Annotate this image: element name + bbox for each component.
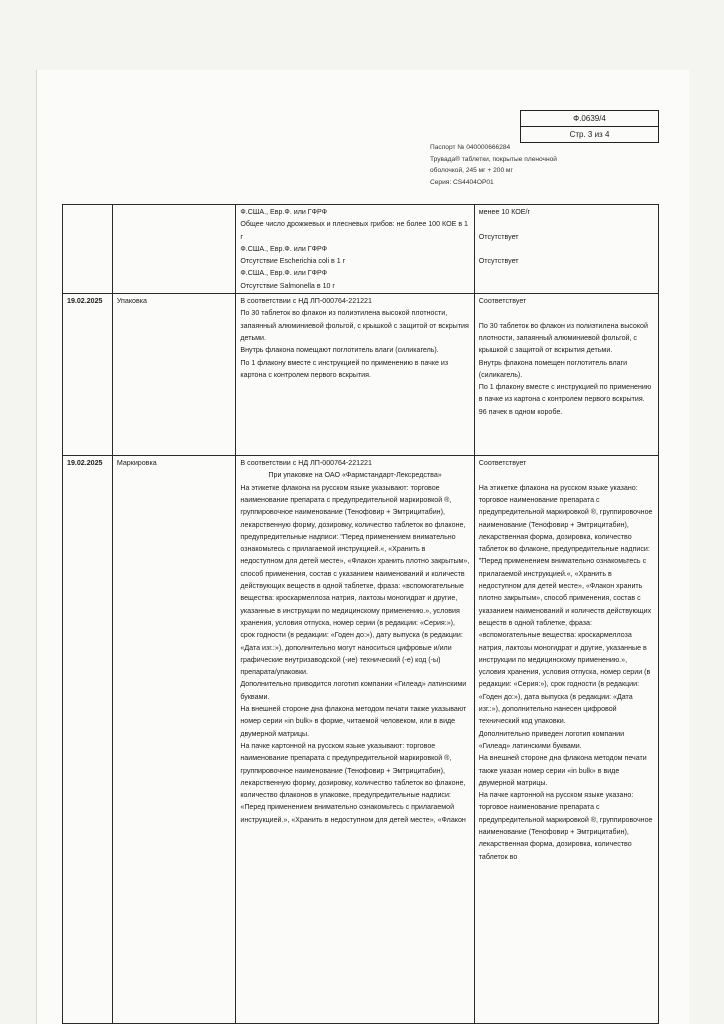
form-code-box bbox=[520, 110, 659, 143]
result-line: На внешней стороне дна флакона методом печати также указан номер серии «in bulk» в виде двумерной матрицы. bbox=[478, 754, 647, 787]
spec-cell bbox=[236, 456, 474, 1024]
test-results-table bbox=[62, 204, 659, 1024]
spec-line: Ф.США., Евр.Ф. или ГФРФ bbox=[240, 269, 328, 278]
spec-line: Общее число дрожжевых и плесневых грибов: не более 100 КОЕ в 1 г bbox=[240, 220, 469, 241]
table-row bbox=[63, 205, 659, 294]
result-line: Соответствует bbox=[478, 297, 527, 306]
date-cell: 19.02.2025 bbox=[63, 456, 113, 1024]
spec-line: В соответствии с НД ЛП-000764-221221 bbox=[240, 297, 372, 306]
result-gap bbox=[479, 243, 654, 255]
spec-line: На пачке картонной на русском языке указывают: торговое наименование препарата с предупредительной маркировкой ®, группировочное наименование (Тенофовир + Эмтрицитабин), лекарственную форму, дозировку, количество таблеток во флаконе, количество флаконов в упаковке, предупредительные надписи: «Перед применением внимательно ознакомьтесь с прилагаемой инструкцией.», «Хранить в недоступном для детей месте», «Флакон bbox=[240, 741, 466, 824]
result-gap bbox=[479, 307, 654, 319]
result-line: На пачке картонной на русском языке указано: торговое наименование препарата с предупредительной маркировкой ®, группировочное наименование (Тенофовир + Эмтрицитабин), лекарственная форма, дозировка, количество таблеток во bbox=[478, 791, 653, 861]
product-name-line1: Трувада® таблетки, покрытые пленочной bbox=[430, 155, 557, 163]
date-cell bbox=[63, 205, 113, 294]
result-cell bbox=[474, 205, 658, 294]
result-line: Соответствует bbox=[478, 459, 527, 468]
spec-line: На внешней стороне дна флакона методом печати также указывают номер серии «in bulk» в форме, читаемой человеком, или в виде двумерной матрицы. bbox=[240, 705, 467, 738]
spec-line: На этикетке флакона на русском языке указывают: торговое наименование препарата с предупредительной маркировкой ®, группировочное наименование (Тенофовир + Эмтрицитабин), лекарственную форму, дозировку, количество таблеток во флаконе, предупредительные надписи: "Перед применением внимательно ознакомьтесь с прилагаемой инструкцией.«, «Хранить в недоступном для детей месте», «Флакон хранить плотно закрытым», способ применения, состав с указанием наименований и количеств действующих веществ в одной таблетке, фраза: «вспомогательные вещества: кроскармеллоза натрия, лактозы моногидрат и другие, указанные в инструкции по медицинскому применению.», условия хранения, условия отпуска, номер серии (в редакции: «Серия:»), срок годности (в редакции: «Годен до:»), дату выпуска (в редакции: «Дата изг.:»), дополнительно могут наноситься цифровые и/или графические внутризаводской (-ие) технический (-е) код (-ы) препарата/упаковки. bbox=[240, 483, 470, 677]
spec-line: Дополнительно приводится логотип компании «Гилеад» латинскими буквами. bbox=[240, 680, 467, 701]
series-number: Серия: CS4404OP01 bbox=[430, 178, 494, 186]
passport-block bbox=[430, 142, 660, 188]
table-row bbox=[63, 294, 659, 456]
product-name-line2: оболочкой, 245 мг + 200 мг bbox=[430, 167, 513, 174]
result-cell bbox=[474, 294, 658, 456]
spec-line: Ф.США., Евр.Ф. или ГФРФ bbox=[240, 208, 328, 216]
result-line: Дополнительно приведен логотип компании «Гилеад» латинскими буквами. bbox=[478, 729, 625, 750]
spec-cell bbox=[236, 205, 474, 294]
result-line: На этикетке флакона на русском языке указано: торговое наименование препарата с предупредительной маркировкой ®, группировочное наименование (Тенофовир + Эмтрицитабин), лекарственная форма, дозировка, количество таблеток во флаконе, предупредительные надписи: "Перед применением внимательно ознакомьтесь с прилагаемой инструкцией.«, «Хранить в недоступном для детей месте», «Флакон хранить плотно закрытым», способ применения, состав с указанием наименований и количеств действующих веществ в одной таблетке, фраза: «вспомогательные вещества: кроскармеллоза натрия, лактозы моногидрат и другие, указанные в инструкции по медицинскому применению.», условия хранения, условия отпуска, номер серии (в редакции: «Серия:»), срок годности (в редакции: «Годен до:»), дата выпуска (в редакции: «Дата изг.:»), дополнительно нанесен цифровой технический код упаковки. bbox=[478, 483, 653, 726]
result-line: менее 10 КОЕ/г bbox=[478, 208, 531, 216]
result-line: По 1 флакону вместе с инструкцией по применению в пачке из картона с контролем первого вскрытия. 96 пачек в одном коробе. bbox=[478, 383, 652, 416]
result-gap bbox=[479, 469, 654, 481]
passport-number: Паспорт № 040000666284 bbox=[430, 144, 511, 151]
test-name-cell: Маркировка bbox=[112, 456, 236, 1024]
form-code: Ф.0639/4 bbox=[573, 114, 606, 123]
result-line: Внутрь флакона помещен поглотитель влаги (силикагель). bbox=[478, 358, 628, 379]
result-line: Отсутствует bbox=[478, 232, 519, 241]
spec-line: При упаковке на ОАО «Фармстандарт-Лексредства» bbox=[268, 471, 442, 480]
test-name-cell: Упаковка bbox=[112, 294, 236, 456]
spec-line: Ф.США., Евр.Ф. или ГФРФ bbox=[240, 244, 328, 253]
result-gap bbox=[479, 218, 654, 230]
spec-line: В соответствии с НД ЛП-000764-221221 bbox=[240, 459, 372, 468]
result-line: Отсутствует bbox=[478, 257, 519, 266]
table-row bbox=[63, 456, 659, 1024]
date-cell: 19.02.2025 bbox=[63, 294, 113, 456]
spec-line: Отсутствие Escherichia coli в 1 г bbox=[240, 257, 346, 266]
result-line: По 30 таблеток во флакон из полиэтилена высокой плотности, запаянный алюминиевой фольгой, с крышкой с защитой от вскрытия детьми. bbox=[478, 321, 648, 355]
spec-line: По 1 флакону вместе с инструкцией по применению в пачке из картона с контролем первого вскрытия. bbox=[240, 358, 449, 379]
result-cell bbox=[474, 456, 658, 1024]
spec-line: По 30 таблеток во флакон из полиэтилена высокой плотности, запаянный алюминиевой фольгой, с крышкой с защитой от вскрытия детьми. bbox=[240, 309, 469, 342]
spec-line: Отсутствие Salmonella в 10 г bbox=[240, 281, 336, 290]
page-info: Стр. 3 из 4 bbox=[521, 126, 658, 142]
spec-line: Внутрь флакона помещают поглотитель влаги (силикагель). bbox=[240, 346, 439, 355]
test-name-cell bbox=[112, 205, 236, 294]
spec-cell bbox=[236, 294, 474, 456]
